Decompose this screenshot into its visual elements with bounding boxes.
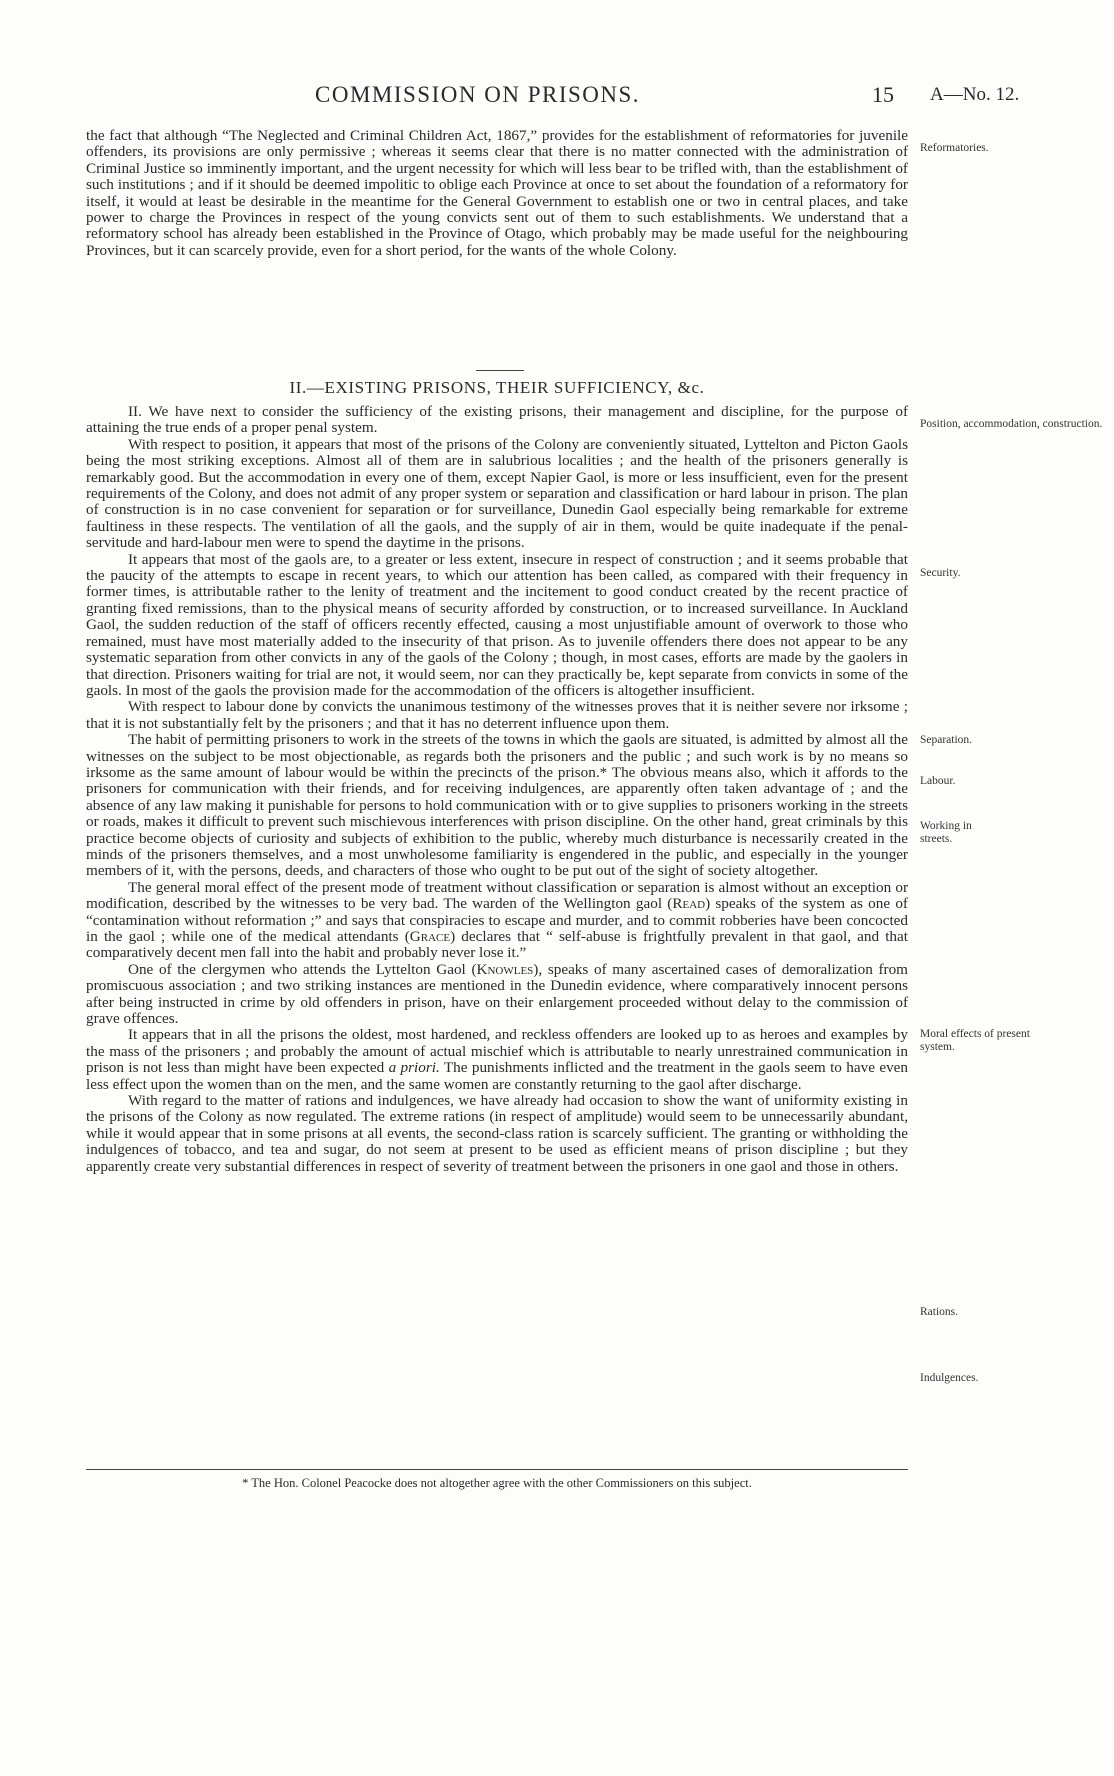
section-heading: II.—EXISTING PRISONS, THEIR SUFFICIENCY, &c. [289, 378, 705, 397]
text-run: One of the clergymen who attends the Lyttelton Gaol ( [128, 960, 477, 978]
page-title: COMMISSION ON PRISONS. [315, 82, 641, 107]
text-run: The punishments inflicted and the treatment in the gaols seem to have even less effect upon the women than on the men, and the same women are constantly returning to the gaol after discharge. [86, 1059, 908, 1093]
text-run: The general moral effect of the present mode of treatment without classification or separation is almost without an exception or modification, described by the witnesses to be very bad. The warden of the Wellington gaol ( [86, 878, 908, 913]
document-reference: A—No. 12. [930, 84, 1020, 105]
paragraph-offenders [86, 1027, 908, 1093]
footnote: * The Hon. Colonel Peacocke does not altogether agree with the other Commissioners on this subject. [242, 1476, 752, 1490]
paragraph-position: With respect to position, it appears that most of the prisons of the Colony are conveniently situated, Lyttelton and Picton Gaols being the most striking exceptions. Almost all of them are in salubrious localities ; and the health of the prisoners generally is remarkably good. But the accommodation in every one of them, except Napier Gaol, is more or less insufficient, even for the present requirements of the Colony, and does not admit of any proper system or separation and classification or hard labour in prison. The plan of construction is in no case convenient for separation or for surveillance, Dunedin Gaol especially being remarkable for extreme faultiness in these respects. The ventilation of all the gaols, and the supply of air in them, would be quite inadequate if the penal-servitude and hard-labour men were to spend the daytime in the prisons. [86, 435, 908, 552]
paragraph-labour: With respect to labour done by convicts the unanimous testimony of the witnesses proves that it is neither severe nor irksome ; that it is not substantially felt by the prisoners ; and that it has no deterrent influence upon them. [86, 698, 908, 732]
margin-note-reformatories: Reformatories. [920, 142, 989, 154]
page-header [0, 82, 1114, 112]
margin-note-moral-effects: Moral effects of present system. [920, 1028, 1030, 1053]
paragraph-clergyman [86, 962, 908, 1028]
paragraph-rations: With regard to the matter of rations and indulgences, we have already had occasion to show the want of uniformity existing in the prisons of the Colony as now regulated. The extreme rations (in respect of amplitude) would seem to be unnecessarily abundant, while it would appear that in some prisons at all events, the second-class ration is scarcely sufficient. The granting or withholding the indulgences of tobacco, and tea and sugar, do not seem at present to be used as efficient means of prison discipline ; but they apparently create very substantial differences in respect of severity of treatment between the prisoners in one gaol and those in others. [86, 1092, 908, 1175]
margin-note-security: Security. [920, 567, 961, 579]
margin-note-rations: Rations. [920, 1306, 959, 1318]
text-run: ) declares that “ self-abuse is frightfully prevalent in that gaol, and that comparatively decent men fall into the habit and probably never lose it.” [86, 928, 908, 962]
text-run: ) speaks of the system as one of “contamination without reformation ;” and says that conspiracies to escape and murder, and to commit robberies have been concocted in the gaol ; while one of the medical attendants ( [86, 895, 908, 945]
witness-name: Read [672, 895, 706, 913]
text-run: It appears that in all the prisons the oldest, most hardened, and reckless offenders are looked up to as heroes and examples by the mass of the prisoners ; and probably the amount of actual mischief which is attributable to nearly unrestrained communication in prison is not less than might have been expected [86, 1026, 908, 1077]
paragraph-working-streets: The habit of permitting prisoners to work in the streets of the towns in which the gaols are situated, is admitted by almost all the witnesses on the subject to be most objectionable, as regards both the prisoners and the public ; and such work is by no means so irksome as the same amount of labour would be within the precincts of the prison.* The obvious means also, which it affords to the prisoners for communication with their friends, and for receiving indulgences, are apparently often taken advantage of ; and the absence of any law making it punishable for persons to hold communication with or to give supplies to prisoners working in the streets or roads, makes it difficult to prevent such mischievous interferences with prison discipline. On the other hand, great criminals by this practice become objects of curiosity and subjects of exhibition to the public, whereby much disturbance is necessarily created in the minds of the prisoners themselves, and a most unwholesome familiarity is engendered in the public, and especially in the younger members of it, with the persons, deeds, and characters of those who ought to be put out of the sight of society altogether. [86, 731, 908, 880]
margin-note-working-streets: Working in streets. [920, 820, 972, 845]
italic-phrase: a priori. [388, 1059, 440, 1077]
witness-name: Grace [409, 928, 451, 945]
section-body [86, 404, 908, 1175]
page-number: 15 [872, 82, 894, 107]
margin-note-labour: Labour. [920, 775, 956, 787]
margin-note-position: Position, accommodation, construction. [920, 418, 1103, 430]
section-divider [476, 370, 524, 371]
witness-name: Knowles [476, 960, 534, 978]
margin-note-separation: Separation. [920, 734, 973, 746]
paragraph-moral-effects [86, 880, 908, 962]
margin-note-indulgences: Indulgences. [920, 1372, 979, 1384]
footnote-divider [86, 1469, 908, 1470]
intro-section [86, 128, 908, 259]
intro-paragraph: the fact that although “The Neglected and Criminal Children Act, 1867,” provides for the establishment of reformatories for juvenile offenders, its provisions are only permissive ; whereas it seems clear that there is no matter connected with the administration of Criminal Justice so imminently important, and the urgent necessity for which will less bear to be trifled with, than the establishment of such institutions ; and if it should be deemed impolitic to oblige each Province at once to set about the foundation of a reformatory for itself, it would at least be desirable in the meantime for the General Government to establish one or two in central places, and take power to charge the Provinces in respect of the young convicts sent out of them to such establishments. We understand that a reformatory school has already been established in the Province of Otago, which probably may be made useful for the neighbouring Provinces, but it can scarcely provide, even for a short period, for the wants of the whole Colony. [86, 127, 908, 259]
paragraph-sufficiency: II. We have next to consider the sufficiency of the existing prisons, their management and discipline, for the purpose of attaining the true ends of a proper penal system. [86, 403, 908, 437]
paragraph-security: It appears that most of the gaols are, to a greater or less extent, insecure in respect of construction ; and it seems probable that the paucity of the attempts to escape in recent years, to which our attention has been called, as compared with their frequency in former times, is attributable rather to the lenity of treatment and the incitement to good conduct created by the recent practice of granting fixed remissions, than to the physical means of security afforded by construction, or to increased surveillance. In Auckland Gaol, the sudden reduction of the staff of officers recently effected, causing a most unjustifiable amount of overwork to those who remained, must have most materially added to the insecurity of that prison. As to juvenile offenders there does not appear to be any systematic separation from other convicts in any of the gaols of the Colony ; though, in most cases, efforts are made by the gaolers in that direction. Prisoners waiting for trial are not, it would seem, nor can they practically be, kept separate from convicts in some of the gaols. In most of the gaols the provision made for the accommodation of the officers is altogether insufficient. [86, 550, 908, 699]
text-run: ), speaks of many ascertained cases of demoralization from promiscuous association ; and two striking instances are mentioned in the Dunedin evidence, where comparatively innocent persons after being instructed in crime by old offenders in prison, have on their enlargement proceeded without delay to the commission of grave offences. [86, 960, 908, 1028]
